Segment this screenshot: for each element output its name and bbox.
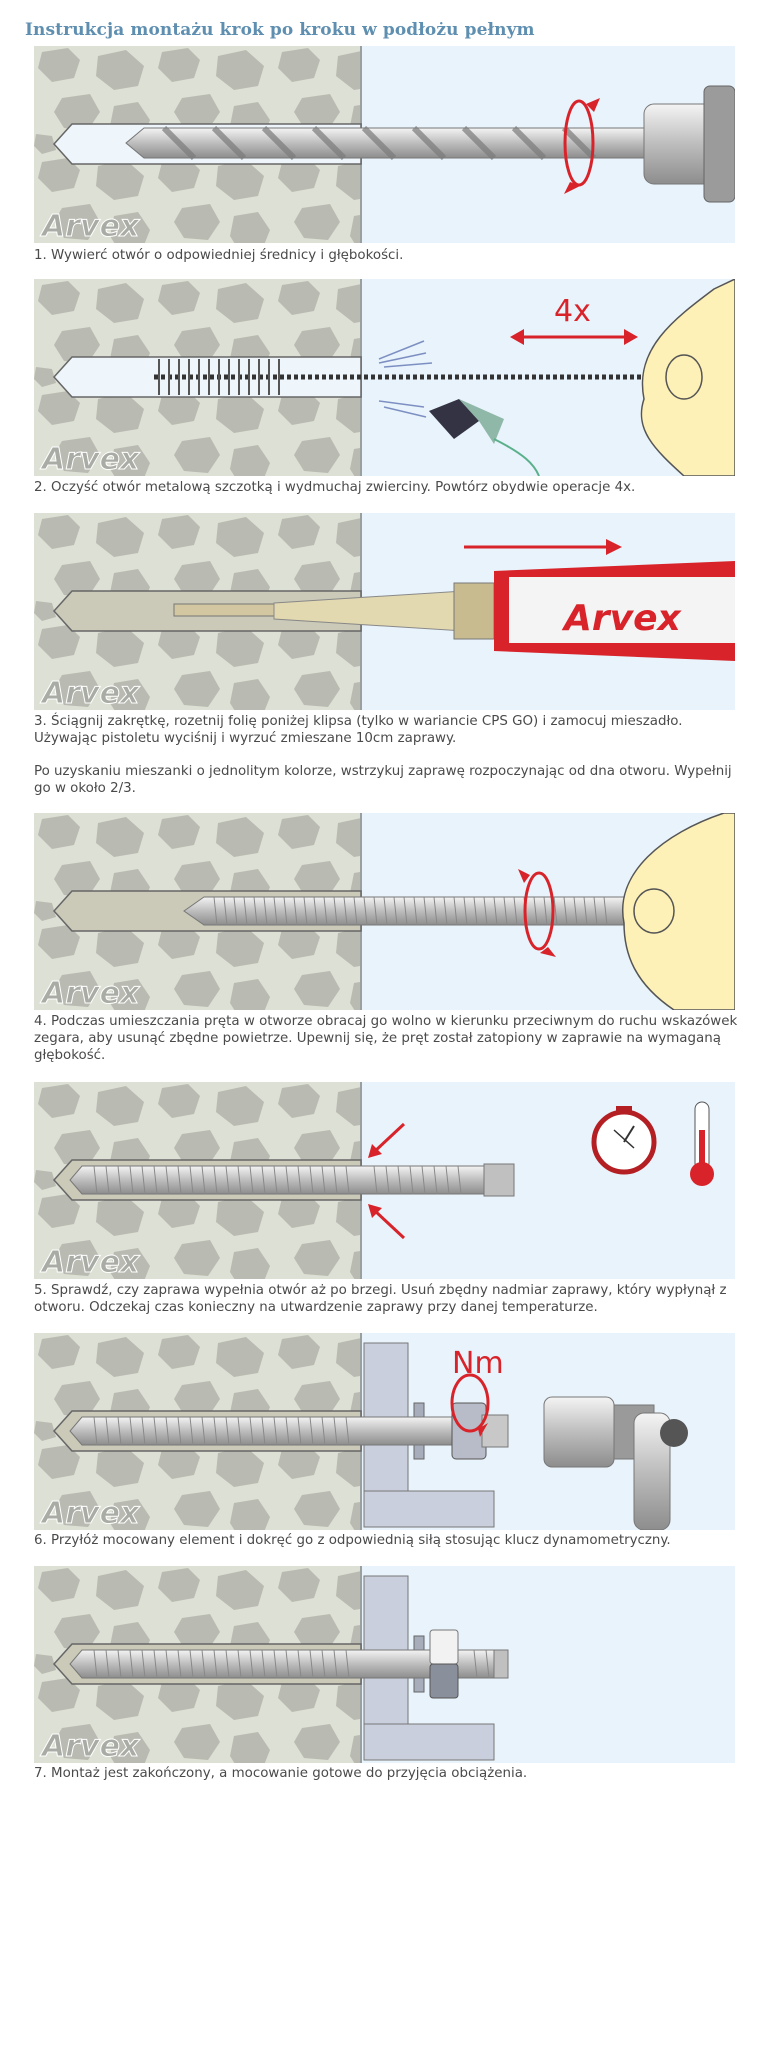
arvex-logo: Arvex <box>42 976 140 1010</box>
step-3-caption <box>34 713 740 797</box>
torque-label: Nm <box>452 1346 504 1381</box>
step-2-text: 2. Oczyść otwór metalową szczotką i wydmuchaj zwierciny. Powtórz obydwie operacje 4x. <box>34 480 636 495</box>
cartridge-brand: Arvex <box>564 598 681 639</box>
step-4-illustration <box>34 813 735 1010</box>
step-3-illustration <box>34 513 735 710</box>
step-5-caption <box>34 1282 740 1316</box>
step-6-text: 6. Przyłóż mocowany element i dokręć go z odpowiednią siłą stosując klucz dynamometryczny. <box>34 1533 671 1548</box>
step-1-text: 1. Wywierć otwór o odpowiedniej średnicy i głębokości. <box>34 248 404 263</box>
arvex-logo: Arvex <box>42 442 140 476</box>
step-7-text: 7. Montaż jest zakończony, a mocowanie gotowe do przyjęcia obciążenia. <box>34 1766 528 1781</box>
step-5-illustration <box>34 1082 735 1279</box>
arvex-logo: Arvex <box>42 1496 140 1530</box>
step-4-text: 4. Podczas umieszczania pręta w otworze obracaj go wolno w kierunku przeciwnym do ruchu wskazówek zegara, aby usunąć zbędne powietrze. Upewnij się, że pręt został zatopiony w zaprawie na wymaganą głębokość. <box>34 1014 738 1063</box>
arvex-logo: Arvex <box>42 209 140 243</box>
step-1-caption <box>34 247 740 264</box>
step-7-caption <box>34 1765 740 1782</box>
step-6-illustration <box>34 1333 735 1530</box>
repeat-4x-badge: 4x <box>554 294 591 329</box>
step-2-caption <box>34 479 740 496</box>
arvex-logo: Arvex <box>42 676 140 710</box>
step-4-caption <box>34 1013 740 1064</box>
arvex-logo: Arvex <box>42 1729 140 1763</box>
step-3-text-2: Po uzyskaniu mieszanki o jednolitym kolorze, wstrzykuj zaprawę rozpoczynając od dna otworu. Wypełnij go w około 2/3. <box>34 764 732 796</box>
step-3-text: 3. Ściągnij zakrętkę, rozetnij folię poniżej klipsa (tylko w wariancie CPS GO) i zamocuj mieszadło. Używając pistoletu wyciśnij i wyrzuć zmieszane 10cm zaprawy. <box>34 714 683 746</box>
page-title: Instrukcja montażu krok po kroku w podłożu pełnym <box>25 20 535 40</box>
arvex-logo: Arvex <box>42 1245 140 1279</box>
step-5-text: 5. Sprawdź, czy zaprawa wypełnia otwór aż po brzegi. Usuń zbędny nadmiar zaprawy, który wypłynął z otworu. Odczekaj czas konieczny na utwardzenie zaprawy przy danej temperaturze. <box>34 1283 727 1315</box>
step-1-illustration <box>34 46 735 243</box>
step-2-illustration <box>34 279 735 476</box>
step-6-caption <box>34 1532 740 1549</box>
step-7-illustration <box>34 1566 735 1763</box>
